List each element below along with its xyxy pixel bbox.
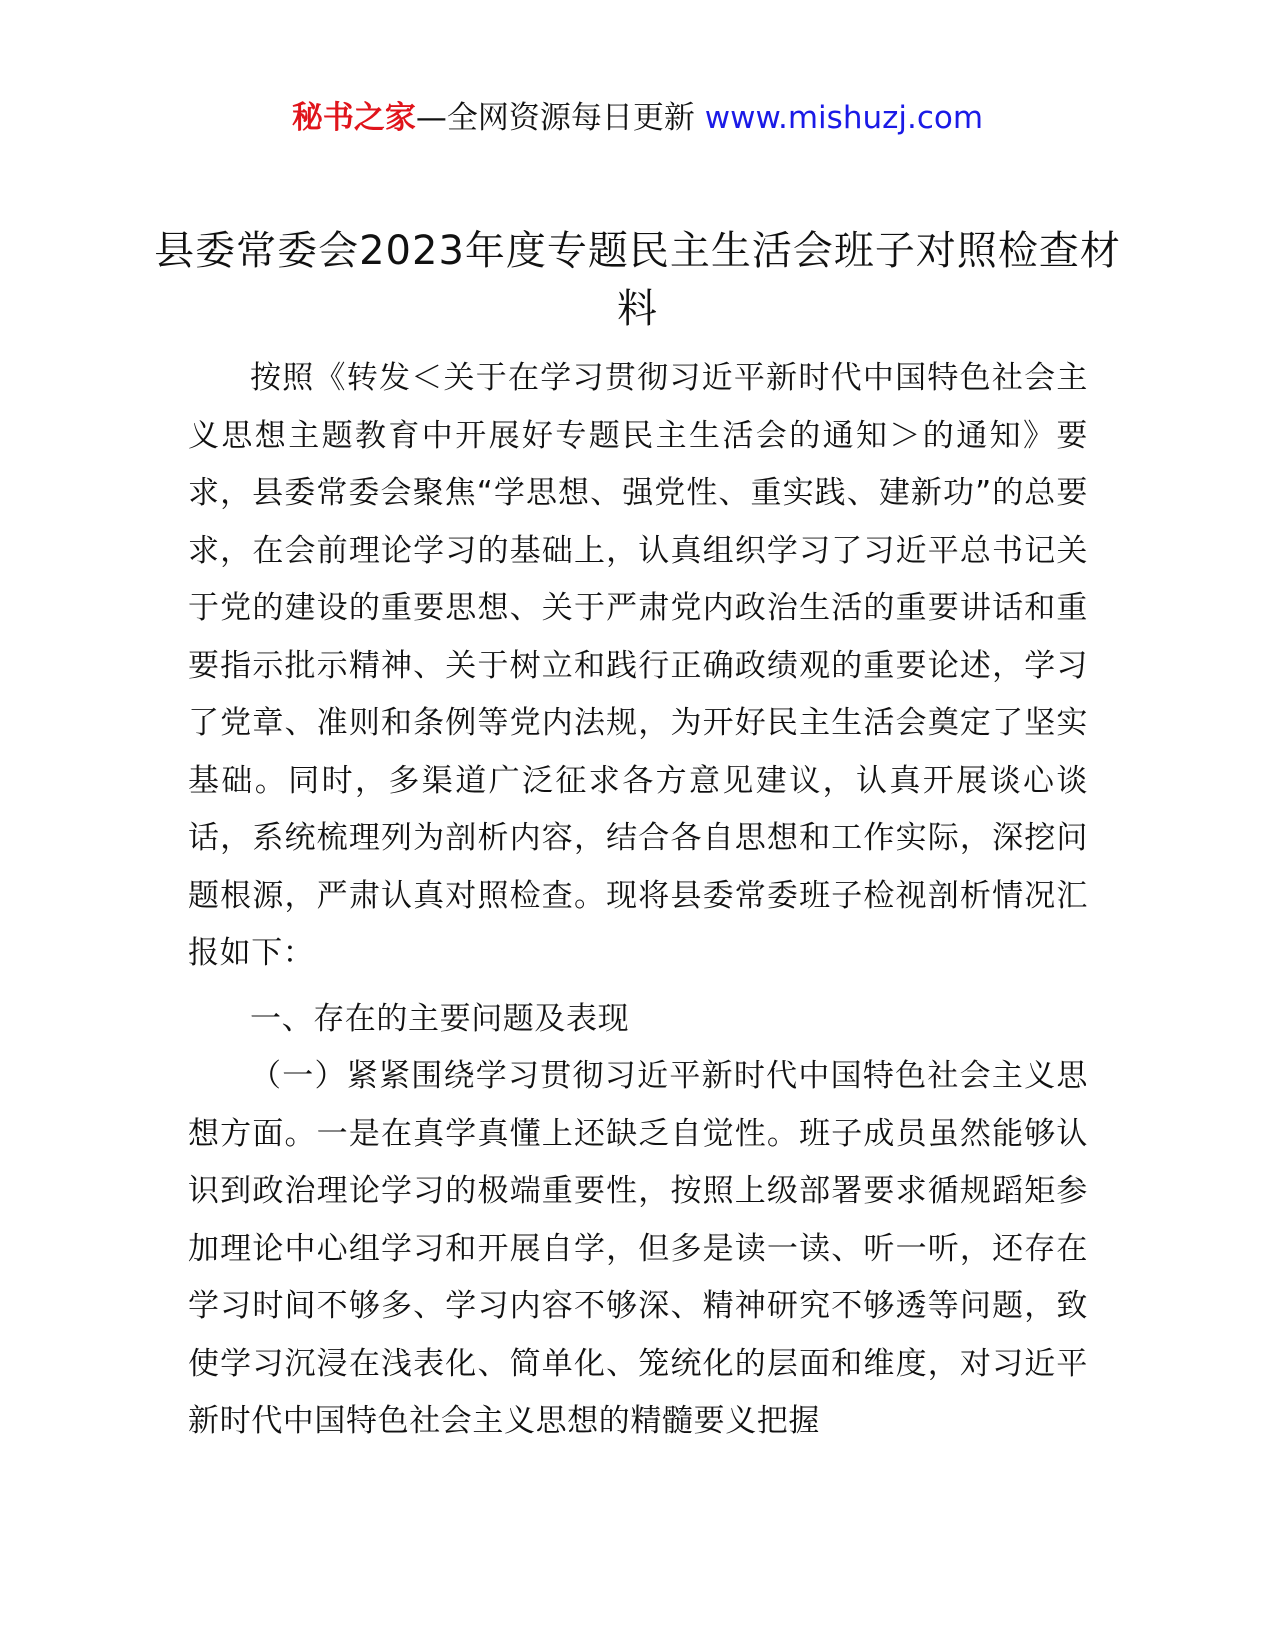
site-url-link[interactable]: www.mishuzj.com — [704, 100, 984, 136]
document-body — [188, 350, 1088, 1451]
site-header — [0, 98, 1275, 138]
section-paragraph: （一）紧紧围绕学习贯彻习近平新时代中国特色社会主义思想方面。一是在真学真懂上还缺乏自觉性。班子成员虽然能够认识到政治理论学习的极端重要性，按照上级部署要求循规蹈矩参加理论中心组学习和开展自学，但多是读一读、听一听，还存在学习时间不够多、学习内容不够深、精神研究不够透等问题，致使学习沉浸在浅表化、简单化、笼统化的层面和维度，对习近平新时代中国特色社会主义思想的精髓要义把握 — [188, 1058, 1088, 1439]
site-tagline: —全网资源每日更新 — [415, 100, 705, 136]
intro-paragraph: 按照《转发＜关于在学习贯彻习近平新时代中国特色社会主义思想主题教育中开展好专题民主生活会的通知＞的通知》要求，县委常委会聚焦“学思想、强党性、重实践、建新功”的总要求，在会前理论学习的基础上，认真组织学习了习近平总书记关于党的建设的重要思想、关于严肃党内政治生活的重要讲话和重要指示批示精神、关于树立和践行正确政绩观的重要论述，学习了党章、准则和条例等党内法规，为开好民主生活会奠定了坚实基础。同时，多渠道广泛征求各方意见建议，认真开展谈心谈话，系统梳理列为剖析内容，结合各自思想和工作实际，深挖问题根源，严肃认真对照检查。现将县委常委班子检视剖析情况汇报如下： — [188, 360, 1088, 971]
document-title: 县委常委会2023年度专题民主生活会班子对照检查材料 — [154, 228, 1121, 332]
site-brand: 秘书之家 — [291, 100, 416, 136]
section-heading: 一、存在的主要问题及表现 — [250, 1000, 630, 1037]
